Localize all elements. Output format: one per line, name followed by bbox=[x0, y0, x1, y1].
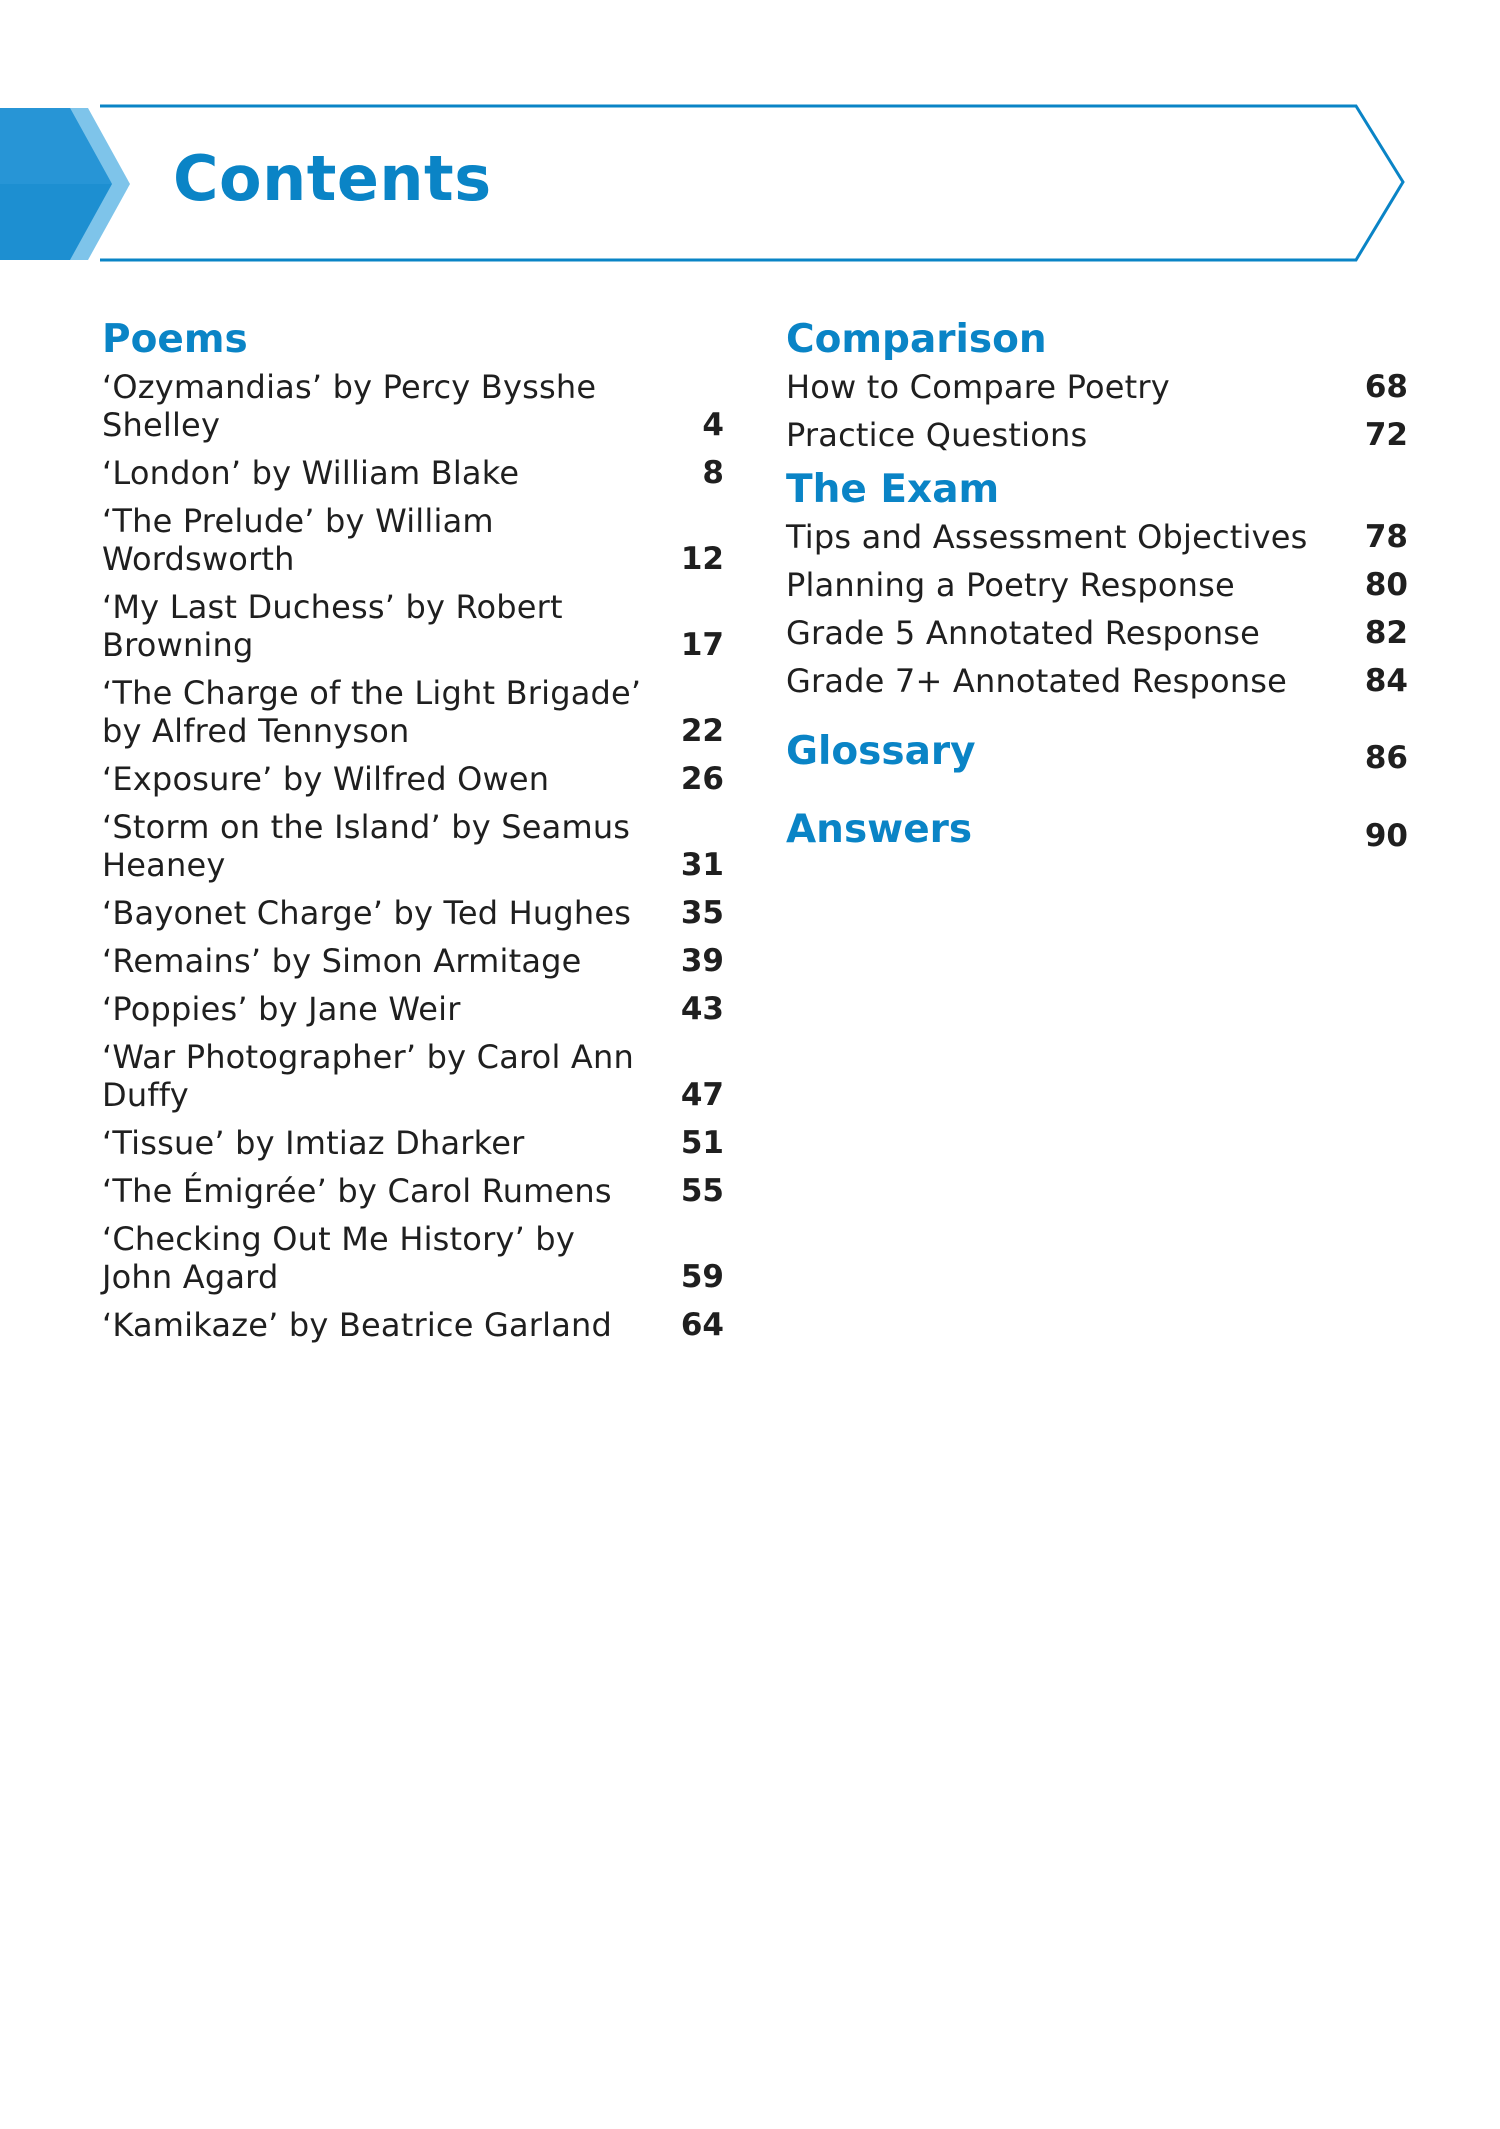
toc-entry-title: ‘The Émigrée’ by Carol Rumens bbox=[102, 1172, 612, 1210]
toc-entry-title: ‘Tissue’ by Imtiaz Dharker bbox=[102, 1124, 525, 1162]
toc-entry-title: ‘Poppies’ by Jane Weir bbox=[102, 990, 461, 1028]
section-heading-page: 90 bbox=[1364, 818, 1408, 854]
contents-banner bbox=[0, 104, 1420, 264]
toc-entry-page: 22 bbox=[680, 713, 724, 749]
exam-list bbox=[786, 518, 1408, 700]
toc-entry[interactable] bbox=[786, 416, 1408, 454]
section-heading-label: Poems bbox=[102, 317, 248, 362]
toc-entry[interactable] bbox=[786, 662, 1408, 700]
toc-entry-page: 72 bbox=[1364, 417, 1408, 453]
toc-entry[interactable] bbox=[786, 614, 1408, 652]
toc-entry[interactable] bbox=[102, 588, 724, 664]
poems-list bbox=[102, 368, 724, 1344]
toc-entry-page: 82 bbox=[1364, 615, 1408, 651]
toc-entry[interactable] bbox=[786, 518, 1408, 556]
toc-entry-title: ‘London’ by William Blake bbox=[102, 454, 520, 492]
toc-entry-page: 31 bbox=[680, 847, 724, 883]
toc-entry[interactable] bbox=[102, 502, 724, 578]
toc-entry[interactable] bbox=[102, 1124, 724, 1162]
toc-entry[interactable] bbox=[102, 1306, 724, 1344]
toc-entry-page: 12 bbox=[680, 541, 724, 577]
toc-entry-page: 35 bbox=[680, 895, 724, 931]
section-heading-glossary[interactable] bbox=[786, 726, 1408, 778]
toc-entry-title: Grade 7+ Annotated Response bbox=[786, 662, 1288, 700]
section-heading-page: 86 bbox=[1364, 740, 1408, 776]
section-heading-label: Answers bbox=[786, 807, 973, 852]
toc-entry-page: 17 bbox=[680, 627, 724, 663]
toc-entry-page: 47 bbox=[680, 1077, 724, 1113]
toc-entry-title: ‘War Photographer’ by Carol Ann Duffy bbox=[102, 1038, 634, 1114]
toc-entry[interactable] bbox=[102, 1172, 724, 1210]
section-heading-comparison bbox=[786, 314, 1408, 366]
toc-entry-page: 80 bbox=[1364, 567, 1408, 603]
toc-entry[interactable] bbox=[102, 990, 724, 1028]
toc-entry-title: ‘Storm on the Island’ by Seamus Heaney bbox=[102, 808, 631, 884]
comparison-list bbox=[786, 368, 1408, 454]
section-heading-label: Comparison bbox=[786, 317, 1047, 362]
toc-entry-title: ‘Ozymandias’ by Percy Bysshe Shelley bbox=[102, 368, 597, 444]
toc-entry[interactable] bbox=[102, 808, 724, 884]
page-title: Contents bbox=[173, 142, 492, 215]
right-column bbox=[786, 314, 1408, 856]
toc-entry-title: ‘Bayonet Charge’ by Ted Hughes bbox=[102, 894, 632, 932]
toc-entry-page: 64 bbox=[680, 1307, 724, 1343]
toc-entry-page: 8 bbox=[702, 455, 724, 491]
toc-entry-page: 78 bbox=[1364, 519, 1408, 555]
toc-entry-page: 39 bbox=[680, 943, 724, 979]
toc-entry-page: 59 bbox=[680, 1259, 724, 1295]
toc-entry[interactable] bbox=[102, 894, 724, 932]
toc-entry[interactable] bbox=[102, 454, 724, 492]
toc-entry-title: ‘Checking Out Me History’ by John Agard bbox=[102, 1220, 575, 1296]
toc-entry-title: ‘My Last Duchess’ by Robert Browning bbox=[102, 588, 563, 664]
toc-entry-page: 26 bbox=[680, 761, 724, 797]
toc-entry-page: 68 bbox=[1364, 369, 1408, 405]
toc-entry[interactable] bbox=[786, 368, 1408, 406]
toc-entry[interactable] bbox=[102, 674, 724, 750]
section-heading-label: The Exam bbox=[786, 467, 1000, 512]
toc-entry-title: How to Compare Poetry bbox=[786, 368, 1170, 406]
toc-entry[interactable] bbox=[102, 942, 724, 980]
toc-entry-page: 84 bbox=[1364, 663, 1408, 699]
toc-entry-title: ‘Kamikaze’ by Beatrice Garland bbox=[102, 1306, 613, 1344]
toc-entry-title: Tips and Assessment Objectives bbox=[786, 518, 1308, 556]
toc-entry-title: ‘Remains’ by Simon Armitage bbox=[102, 942, 582, 980]
section-heading-poems bbox=[102, 314, 724, 366]
toc-entry-page: 51 bbox=[680, 1125, 724, 1161]
toc-entry-page: 55 bbox=[680, 1173, 724, 1209]
toc-entry-title: Practice Questions bbox=[786, 416, 1088, 454]
toc-entry-page: 4 bbox=[702, 407, 724, 443]
toc-entry-title: ‘The Prelude’ by William Wordsworth bbox=[102, 502, 494, 578]
toc-entry[interactable] bbox=[102, 368, 724, 444]
toc-entry-page: 43 bbox=[680, 991, 724, 1027]
toc-entry-title: Grade 5 Annotated Response bbox=[786, 614, 1261, 652]
section-heading-answers[interactable] bbox=[786, 804, 1408, 856]
toc-entry-title: ‘The Charge of the Light Brigade’ by Alfred Tennyson bbox=[102, 674, 642, 750]
toc-entry[interactable] bbox=[102, 1038, 724, 1114]
section-heading-label: Glossary bbox=[786, 729, 976, 774]
toc-entry-title: ‘Exposure’ by Wilfred Owen bbox=[102, 760, 550, 798]
section-heading-the-exam bbox=[786, 464, 1408, 516]
toc-entry[interactable] bbox=[102, 760, 724, 798]
toc-entry[interactable] bbox=[102, 1220, 724, 1296]
toc-entry-title: Planning a Poetry Response bbox=[786, 566, 1235, 604]
toc-entry[interactable] bbox=[786, 566, 1408, 604]
left-column bbox=[102, 314, 724, 1354]
